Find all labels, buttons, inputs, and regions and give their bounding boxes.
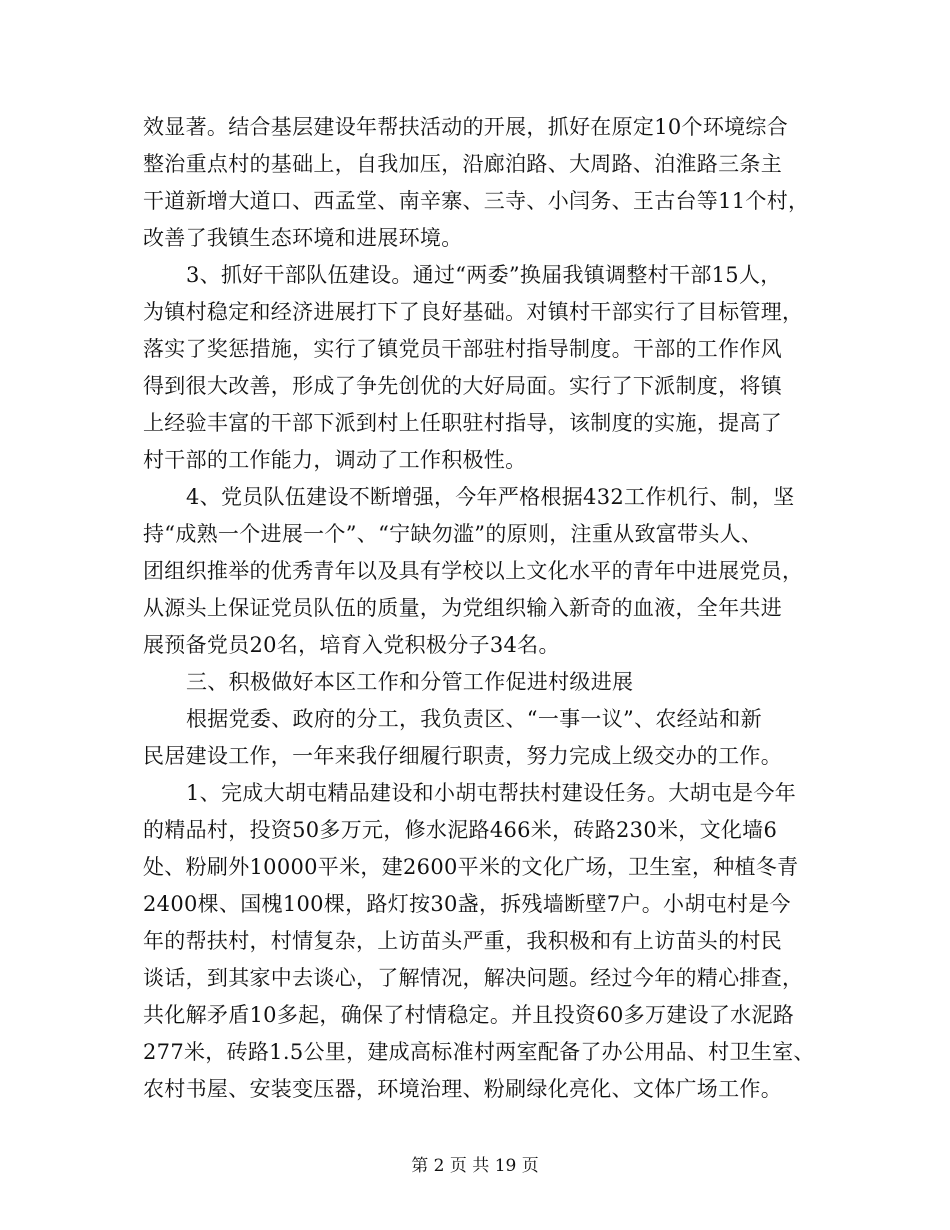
text-line: 277米，砖路1.5公里，建成高标准村两室配备了办公用品、村卫生室、 xyxy=(143,1040,815,1064)
text-line: 处、粉刷外10000平米，建2600平米的文化广场，卫生室，种植冬青 xyxy=(143,855,799,879)
paragraph-start: 3、抓好干部队伍建设。通过“两委”换届我镇调整村干部15人， xyxy=(186,263,782,287)
text-line: 整治重点村的基础上，自我加压，沿廊泊路、大周路、泊淮路三条主 xyxy=(143,152,782,176)
text-line: 为镇村稳定和经济进展打下了良好基础。对镇村干部实行了目标管理， xyxy=(143,300,804,324)
text-line: 年的帮扶村，村情复杂，上访苗头严重，我积极和有上访苗头的村民 xyxy=(143,929,782,953)
text-line: 的精品村，投资50多万元，修水泥路466米，砖路230米，文化墙6 xyxy=(143,818,778,842)
text-line: 民居建设工作，一年来我仔细履行职责，努力完成上级交办的工作。 xyxy=(143,744,782,768)
text-line: 农村书屋、安装变压器，环境治理、粉刷绿化亮化、文体广场工作。 xyxy=(143,1077,782,1101)
paragraph-start: 根据党委、政府的分工，我负责区、“一事一议”、农经站和新 xyxy=(186,707,762,731)
text-line: 谈话，到其家中去谈心，了解情况，解决问题。经过今年的精心排查， xyxy=(143,966,804,990)
text-line: 上经验丰富的干部下派到村上任职驻村指导，该制度的实施，提高了 xyxy=(143,411,782,435)
text-line: 得到很大改善，形成了争先创优的大好局面。实行了下派制度，将镇 xyxy=(143,374,782,398)
text-line: 从源头上保证党员队伍的质量，为党组织输入新奇的血液，全年共进 xyxy=(143,596,782,620)
paragraph-start: 4、党员队伍建设不断增强，今年严格根据432工作机行、制，坚 xyxy=(186,485,795,509)
text-line: 展预备党员20名，培育入党积极分子34名。 xyxy=(143,633,560,657)
paragraph-start: 1、完成大胡屯精品建设和小胡屯帮扶村建设任务。大胡屯是今年 xyxy=(186,781,797,805)
text-line: 干道新增大道口、西孟堂、南辛寨、三寺、小闫务、王古台等11个村， xyxy=(143,189,810,213)
text-line: 共化解矛盾10多起，确保了村情稳定。并且投资60多万建设了水泥路 xyxy=(143,1003,795,1027)
section-heading: 三、积极做好本区工作和分管工作促进村级进展 xyxy=(186,670,634,694)
text-line: 效显著。结合基层建设年帮扶活动的开展，抓好在原定10个环境综合 xyxy=(143,115,789,139)
text-line: 改善了我镇生态环境和进展环境。 xyxy=(143,226,463,250)
text-line: 2400棵、国槐100棵，路灯按30盏，拆残墙断壁7户。小胡屯村是今 xyxy=(143,892,791,916)
text-line: 村干部的工作能力，调动了工作积极性。 xyxy=(143,448,527,472)
text-line: 团组织推举的优秀青年以及具有学校以上文化水平的青年中进展党员， xyxy=(143,559,804,583)
page-number-footer: 第 2 页 共 19 页 xyxy=(411,1156,539,1176)
text-line: 落实了奖惩措施，实行了镇党员干部驻村指导制度。干部的工作作风 xyxy=(143,337,782,361)
text-line: 持“成熟一个进展一个”、“宁缺勿滥”的原则，注重从致富带头人、 xyxy=(143,522,763,546)
